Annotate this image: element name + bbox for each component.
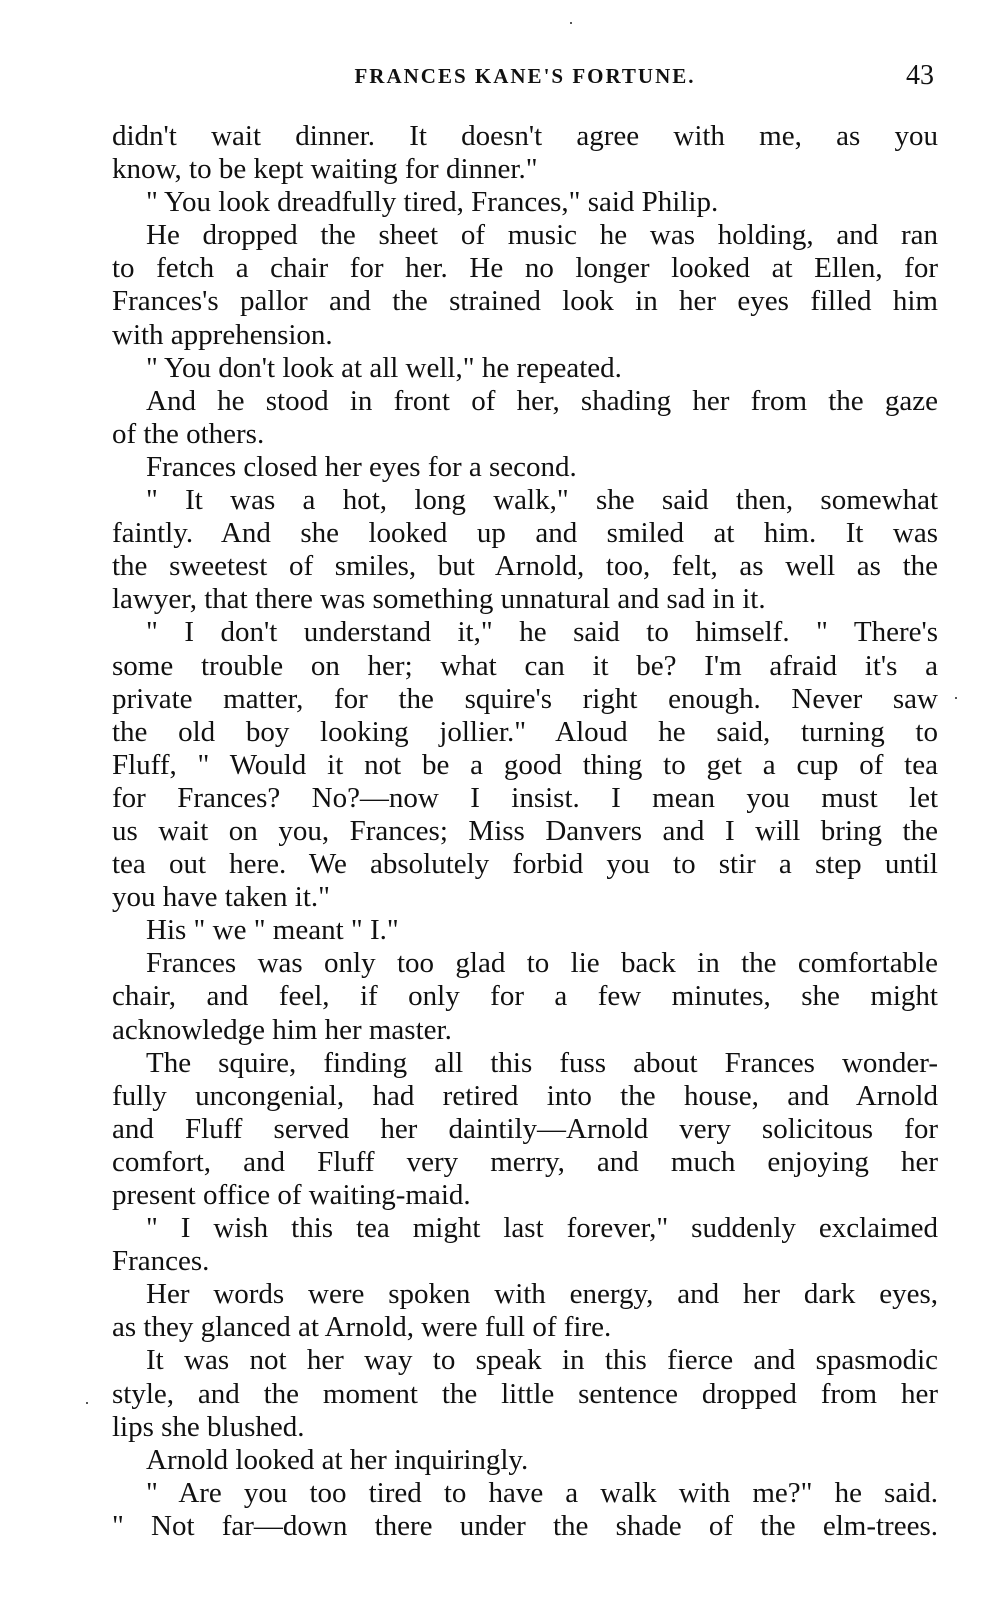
text-line: didn't wait dinner. It doesn't agree with me, as you bbox=[112, 120, 938, 152]
text-line: And he stood in front of her, shading her from the gaze bbox=[146, 384, 938, 417]
text-line: some trouble on her; what can it be? I'm afraid it's a bbox=[112, 649, 938, 682]
text-line: " Not far—down there under the shade of the elm-trees. bbox=[112, 1509, 938, 1542]
text-line: The squire, finding all this fuss about Frances wonder- bbox=[146, 1046, 938, 1079]
text-line: Frances was only too glad to lie back in the comfortable bbox=[146, 947, 938, 980]
body-text bbox=[112, 120, 938, 1543]
text-line: lawyer, that there was something unnatural and sad in it. bbox=[112, 583, 766, 616]
text-line: us wait on you, Frances; Miss Danvers and I will bring the bbox=[112, 814, 938, 847]
text-line: acknowledge him her master. bbox=[112, 1013, 452, 1046]
text-line: " I don't understand it," he said to himself. " There's bbox=[146, 616, 938, 649]
running-title: FRANCES KANE'S FORTUNE. bbox=[354, 64, 696, 88]
text-line: private matter, for the squire's right enough. Never saw bbox=[112, 682, 938, 715]
text-line: Frances closed her eyes for a second. bbox=[146, 450, 577, 483]
print-speck bbox=[955, 697, 957, 699]
text-line: the sweetest of smiles, but Arnold, too, felt, as well as the bbox=[112, 550, 938, 583]
text-line: the old boy looking jollier." Aloud he said, turning to bbox=[112, 715, 938, 748]
text-line: " It was a hot, long walk," she said then, somewhat bbox=[146, 484, 938, 517]
print-speck bbox=[86, 1402, 88, 1404]
text-line: know, to be kept waiting for dinner." bbox=[112, 153, 538, 186]
text-line: with apprehension. bbox=[112, 318, 333, 351]
text-line: tea out here. We absolutely forbid you to stir a step until bbox=[112, 848, 938, 881]
text-line: lips she blushed. bbox=[112, 1410, 305, 1443]
text-line: style, and the moment the little sentence dropped from her bbox=[112, 1377, 938, 1410]
page-number: 43 bbox=[906, 60, 934, 91]
text-line: Arnold looked at her inquiringly. bbox=[146, 1443, 529, 1476]
text-line: and Fluff served her daintily—Arnold very solicitous for bbox=[112, 1112, 938, 1145]
text-line: of the others. bbox=[112, 417, 265, 450]
text-line: He dropped the sheet of music he was holding, and ran bbox=[146, 219, 938, 252]
text-line: faintly. And she looked up and smiled at him. It was bbox=[112, 517, 938, 550]
text-line: " Are you too tired to have a walk with me?" he said. bbox=[146, 1476, 938, 1509]
text-line: you have taken it." bbox=[112, 881, 330, 914]
text-line: comfort, and Fluff very merry, and much enjoying her bbox=[112, 1145, 938, 1178]
text-line: Frances's pallor and the strained look in her eyes filled him bbox=[112, 285, 938, 318]
print-speck bbox=[570, 22, 572, 24]
text-line: Her words were spoken with energy, and her dark eyes, bbox=[146, 1278, 938, 1311]
text-line: fully uncongenial, had retired into the house, and Arnold bbox=[112, 1079, 938, 1112]
text-line: as they glanced at Arnold, were full of fire. bbox=[112, 1311, 612, 1344]
text-line: chair, and feel, if only for a few minutes, she might bbox=[112, 980, 938, 1013]
text-line: " You look dreadfully tired, Frances," said Philip. bbox=[146, 186, 719, 219]
text-line: to fetch a chair for her. He no longer looked at Ellen, for bbox=[112, 252, 938, 285]
text-line: It was not her way to speak in this fierce and spasmodic bbox=[146, 1344, 938, 1377]
running-head bbox=[112, 58, 938, 94]
text-line: for Frances? No?—now I insist. I mean you must let bbox=[112, 781, 938, 814]
text-line: present office of waiting-maid. bbox=[112, 1179, 471, 1211]
text-line: " You don't look at all well," he repeated. bbox=[146, 351, 622, 384]
text-line: Fluff, " Would it not be a good thing to get a cup of tea bbox=[112, 748, 938, 781]
text-line: His " we " meant " I." bbox=[146, 914, 399, 947]
text-line: " I wish this tea might last forever," suddenly exclaimed bbox=[146, 1212, 938, 1245]
text-line: Frances. bbox=[112, 1245, 210, 1278]
